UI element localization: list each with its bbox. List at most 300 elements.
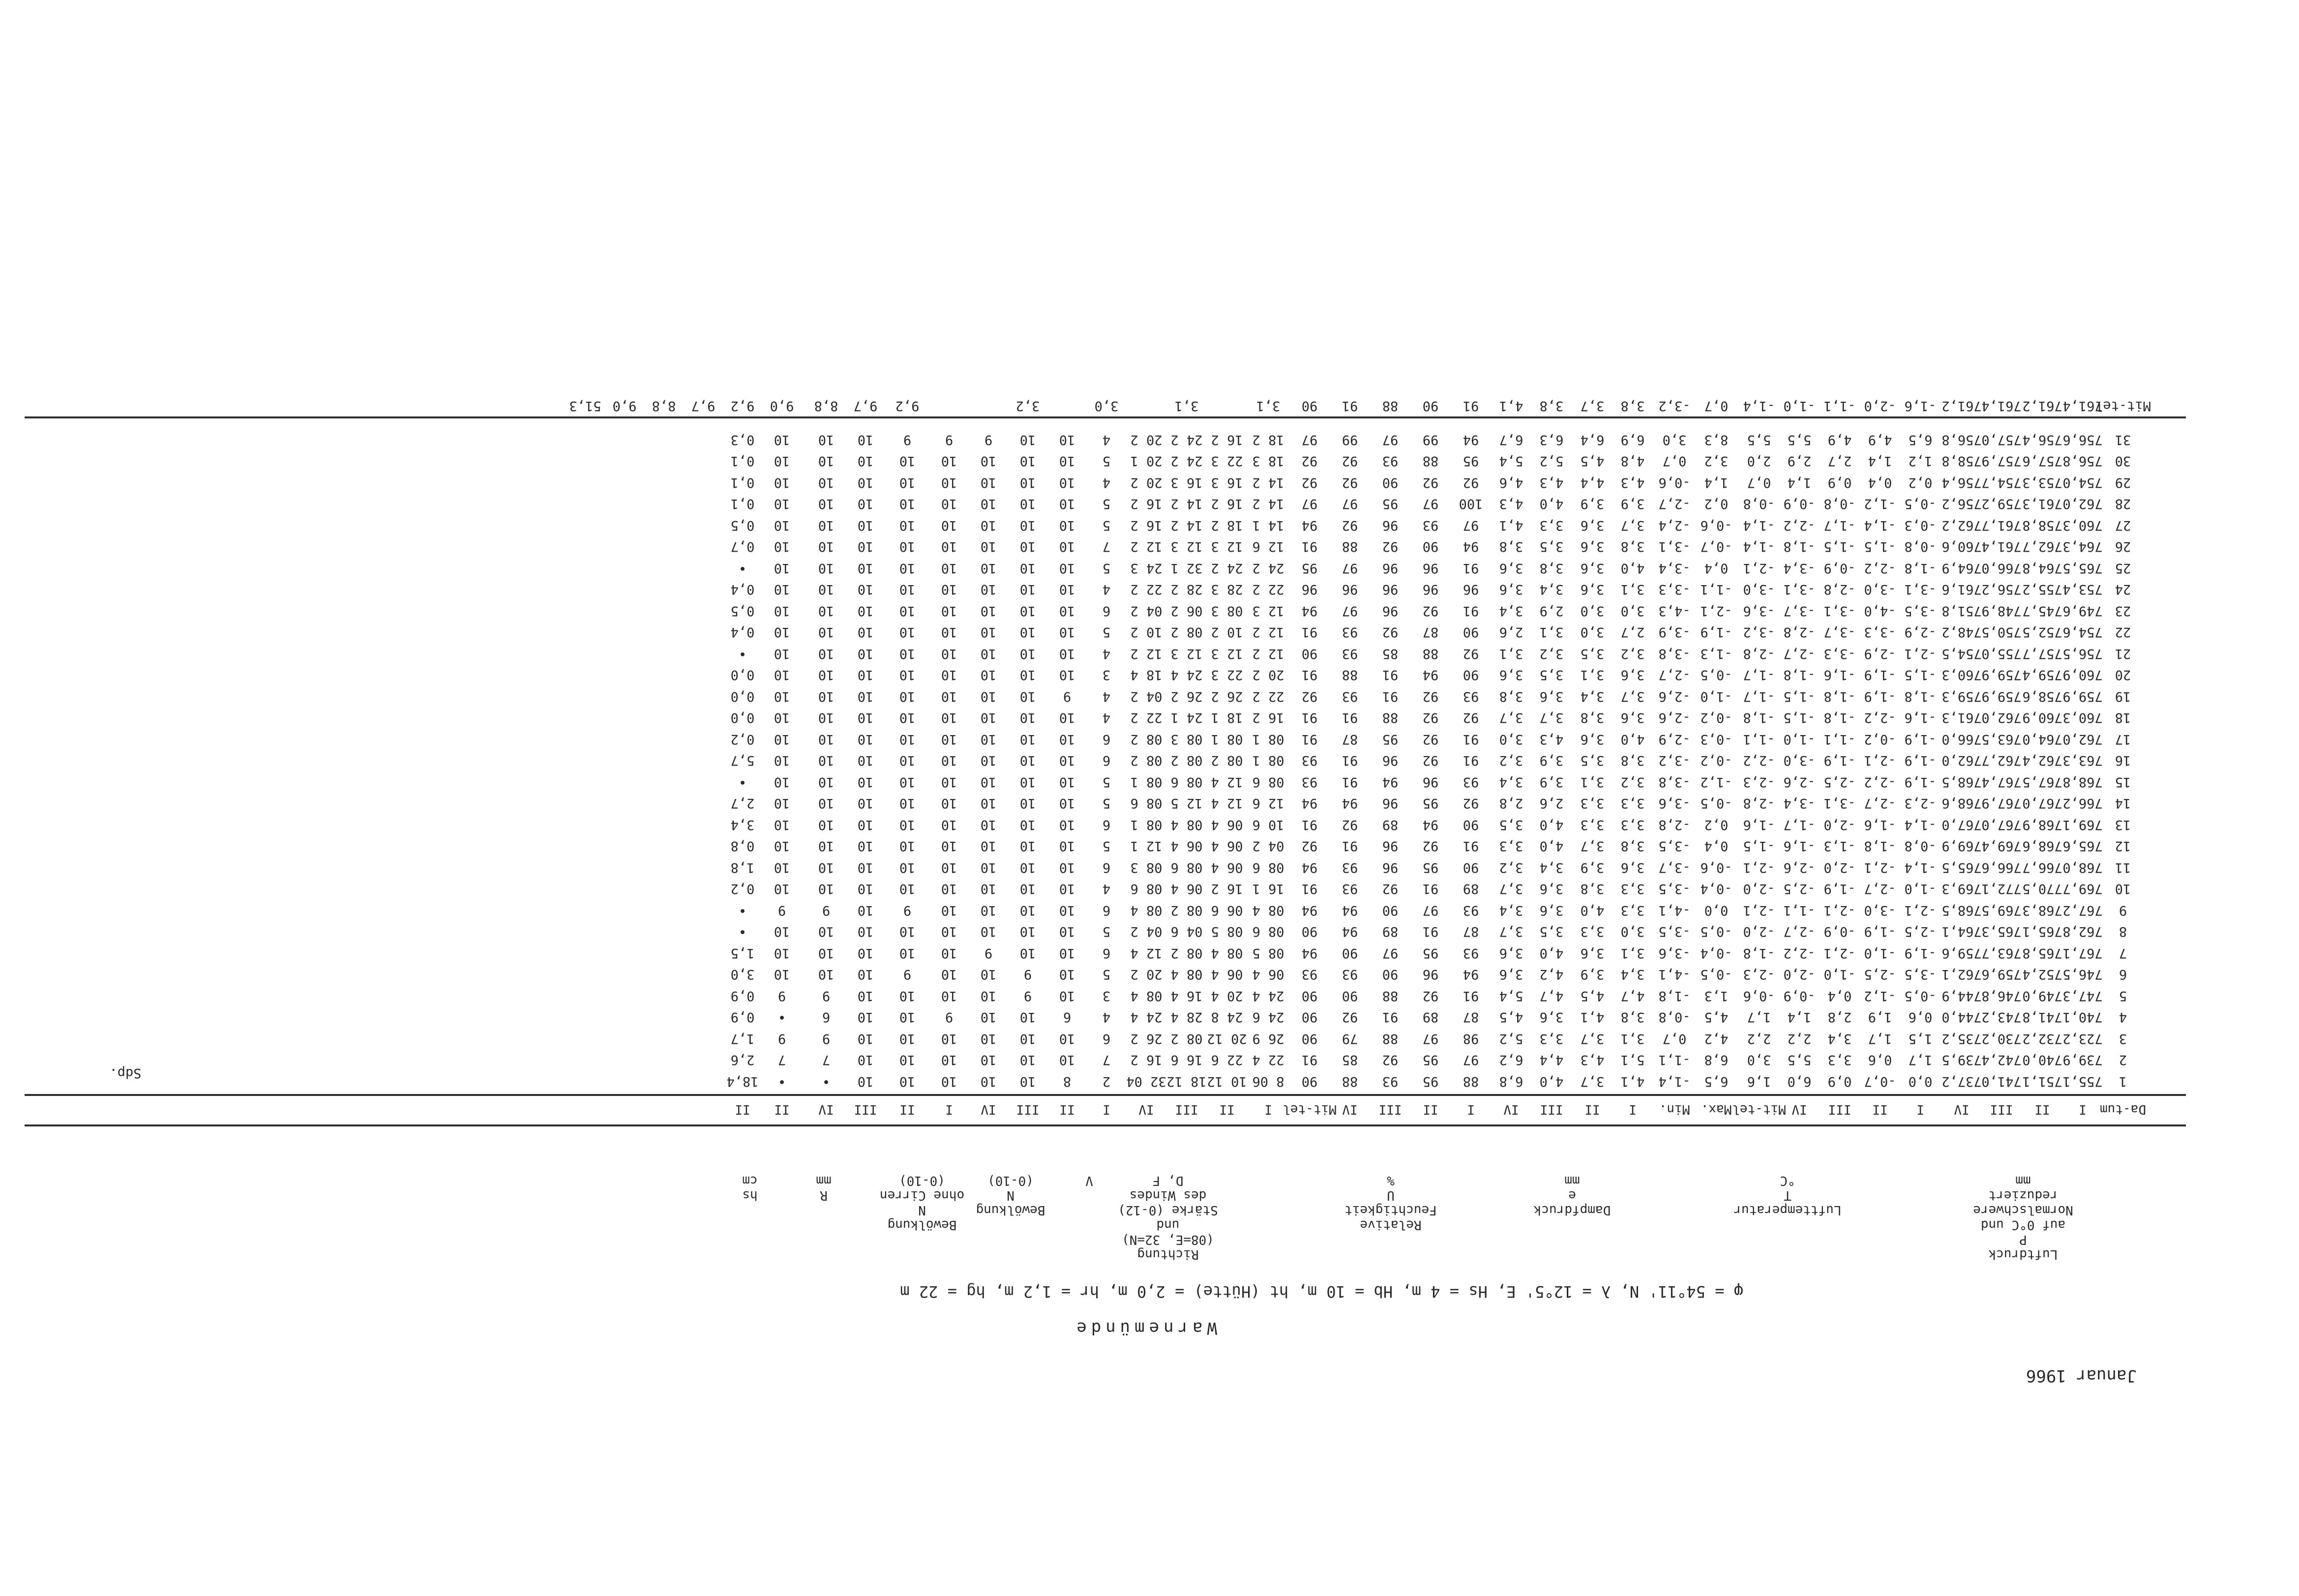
table-cell: 08 2 bbox=[1130, 732, 1163, 747]
table-cell: 4,5 bbox=[1580, 453, 1605, 469]
table-cell: 744,9 bbox=[1941, 988, 1982, 1004]
table-cell: 10 bbox=[857, 603, 874, 619]
table-cell: 3,3 bbox=[1499, 838, 1523, 854]
table-cell: 12 3 bbox=[1170, 539, 1203, 555]
table-cell: -1,5 bbox=[1864, 539, 1896, 555]
footer-value: -1,6 bbox=[1904, 398, 1937, 414]
table-cell: 92 bbox=[1342, 518, 1358, 533]
table-cell: 3,7 bbox=[1580, 1031, 1605, 1046]
table-cell: • bbox=[822, 1074, 831, 1089]
footer-value: 88 bbox=[1382, 398, 1399, 414]
table-cell: 20 2 bbox=[1252, 667, 1284, 683]
table-cell: -1,5 bbox=[1783, 710, 1816, 726]
table-cell: 10 bbox=[774, 475, 790, 490]
table-cell: 87 bbox=[1342, 732, 1358, 747]
table-cell: 0,7 bbox=[1662, 453, 1687, 469]
table-cell: 12 2 bbox=[1252, 646, 1284, 661]
column-header: II bbox=[774, 1102, 790, 1117]
footer-value: 761,4 bbox=[2062, 398, 2103, 414]
table-cell: 16 3 bbox=[1170, 475, 1203, 490]
table-cell: 06 4 bbox=[1211, 967, 1243, 982]
table-cell: 767,2 bbox=[2062, 903, 2103, 918]
table-cell: 90 bbox=[1301, 924, 1318, 940]
table-cell: -0,5 bbox=[1700, 796, 1732, 811]
table-cell: -1,9 bbox=[1823, 753, 1856, 768]
table-cell: 757,0 bbox=[1981, 432, 2022, 447]
table-cell: -2,1 bbox=[1700, 603, 1732, 619]
table-cell: 9 bbox=[945, 1009, 954, 1025]
header-rule-bottom bbox=[25, 1094, 2186, 1096]
table-cell: 08 2 bbox=[1170, 946, 1203, 961]
table-cell: 4,7 bbox=[1620, 988, 1645, 1004]
table-cell: -1,8 bbox=[1743, 946, 1775, 961]
table-cell: 92 bbox=[1422, 753, 1439, 768]
table-cell: 10 bbox=[857, 753, 874, 768]
table-cell: 10 6 bbox=[1252, 817, 1284, 832]
table-cell: 10 bbox=[941, 1031, 957, 1046]
table-cell: 04 2 bbox=[1130, 689, 1163, 704]
table-cell: -1,9 bbox=[1904, 753, 1937, 768]
table-cell: 3,0 bbox=[1499, 732, 1523, 747]
table-cell: 10 bbox=[857, 496, 874, 512]
table-cell: 04 2 bbox=[1130, 924, 1163, 940]
table-cell: 10 bbox=[818, 582, 835, 597]
footer-value: 51,3 bbox=[569, 398, 601, 414]
table-cell: 97 bbox=[1301, 432, 1318, 447]
table-cell: 10 bbox=[774, 689, 790, 704]
table-cell: 748,2 bbox=[1941, 624, 1982, 640]
table-cell: 5,5 bbox=[1787, 1052, 1812, 1068]
table-cell: 0,4 bbox=[1704, 561, 1729, 576]
table-cell: 2,2 bbox=[1787, 1031, 1812, 1046]
table-cell: 9 bbox=[822, 903, 831, 918]
table-cell: 06 4 bbox=[1170, 838, 1203, 854]
table-cell: 2,7 bbox=[730, 796, 755, 811]
table-cell: 10 bbox=[941, 817, 957, 832]
table-cell: 10 bbox=[1059, 924, 1075, 940]
table-cell: 32 04 bbox=[1126, 1074, 1166, 1089]
table-cell: 90 bbox=[1422, 539, 1439, 555]
table-cell: 89 bbox=[1382, 924, 1399, 940]
table-cell: 92 bbox=[1342, 475, 1358, 490]
table-cell: 5 bbox=[1102, 496, 1111, 512]
table-cell: 6 bbox=[1102, 603, 1111, 619]
row-date: 4 bbox=[2119, 1009, 2127, 1025]
table-cell: 0,4 bbox=[1827, 988, 1852, 1004]
table-cell: 10 bbox=[818, 881, 835, 897]
table-cell: 10 bbox=[899, 946, 916, 961]
table-cell: 10 bbox=[857, 624, 874, 640]
table-cell: 10 bbox=[980, 539, 997, 555]
table-cell: 10 bbox=[1019, 732, 1036, 747]
group-header-n-line: N bbox=[1007, 1188, 1015, 1203]
table-cell: 91 bbox=[1301, 710, 1318, 726]
table-cell: 10 bbox=[818, 603, 835, 619]
group-header-p-line: Luftdruck bbox=[1988, 1247, 2058, 1262]
table-cell: 10 bbox=[818, 753, 835, 768]
table-cell: 08 2 bbox=[1211, 753, 1243, 768]
table-cell: 20 2 bbox=[1130, 475, 1163, 490]
table-cell: 3,2 bbox=[1704, 453, 1729, 469]
table-cell: 10 bbox=[1019, 860, 1036, 875]
table-cell: 92 bbox=[1422, 710, 1439, 726]
table-cell: 767,5 bbox=[2022, 774, 2062, 790]
row-date: 21 bbox=[2115, 646, 2131, 661]
table-cell: 08 1 bbox=[1130, 774, 1163, 790]
table-cell: -0,6 bbox=[1700, 518, 1732, 533]
table-cell: 10 bbox=[857, 432, 874, 447]
table-cell: 10 bbox=[818, 946, 835, 961]
table-cell: 756,2 bbox=[1981, 582, 2022, 597]
table-cell: 97 bbox=[1382, 432, 1399, 447]
table-cell: 5 bbox=[1102, 453, 1111, 469]
table-cell: -2,7 bbox=[1864, 881, 1896, 897]
table-cell: -3,5 bbox=[1658, 881, 1691, 897]
table-cell: 3,6 bbox=[1499, 667, 1523, 683]
table-cell: 93 bbox=[1382, 1074, 1399, 1089]
table-cell: -1,6 bbox=[1904, 710, 1937, 726]
table-cell: 6,9 bbox=[1620, 432, 1645, 447]
table-cell: 08 3 bbox=[1211, 603, 1243, 619]
table-cell: 10 bbox=[857, 1031, 874, 1046]
row-date: 3 bbox=[2119, 1031, 2127, 1046]
group-header-u-line: Feuchtigkeit bbox=[1344, 1203, 1437, 1217]
table-cell: 3,6 bbox=[1620, 710, 1645, 726]
table-cell: -3,8 bbox=[1658, 774, 1691, 790]
table-cell: 96 bbox=[1382, 753, 1399, 768]
footer-label: Mit-tel bbox=[2095, 398, 2151, 414]
table-cell: 747,3 bbox=[2062, 988, 2103, 1004]
table-cell: 3,1 bbox=[1539, 624, 1564, 640]
table-cell: -0,9 bbox=[1783, 496, 1816, 512]
table-cell: -3,6 bbox=[1658, 946, 1691, 961]
table-cell: -2,7 bbox=[1658, 667, 1691, 683]
table-cell: 0,7 bbox=[730, 539, 755, 555]
table-cell: 752,5 bbox=[2022, 624, 2062, 640]
table-cell: 92 bbox=[1422, 838, 1439, 854]
table-cell: 5 bbox=[1102, 774, 1111, 790]
table-cell: 3,6 bbox=[1580, 539, 1605, 555]
table-cell: -2,3 bbox=[1743, 774, 1775, 790]
table-cell: 10 bbox=[899, 496, 916, 512]
table-cell: 94 bbox=[1301, 603, 1318, 619]
table-cell: 754,6 bbox=[2062, 624, 2103, 640]
table-cell: 96 bbox=[1382, 582, 1399, 597]
table-cell: 3,3 bbox=[1620, 817, 1645, 832]
table-cell: 20 2 bbox=[1130, 432, 1163, 447]
table-cell: 3,4 bbox=[1620, 967, 1645, 982]
table-cell: 08 4 bbox=[1130, 988, 1163, 1004]
table-cell: 06 6 bbox=[1211, 903, 1243, 918]
table-cell: 91 bbox=[1342, 753, 1358, 768]
table-cell: -2,1 bbox=[1743, 561, 1775, 576]
table-cell: 10 bbox=[941, 496, 957, 512]
table-cell: 3,4 bbox=[1499, 603, 1523, 619]
table-cell: 92 bbox=[1342, 1009, 1358, 1025]
table-cell: 91 bbox=[1301, 1052, 1318, 1068]
footer-value: 3,8 bbox=[1620, 398, 1645, 414]
table-cell: 10 bbox=[980, 967, 997, 982]
table-cell: 10 bbox=[1059, 710, 1075, 726]
table-cell: -3,1 bbox=[1904, 582, 1937, 597]
row-date: 30 bbox=[2115, 453, 2131, 469]
table-cell: -2,8 bbox=[1783, 624, 1816, 640]
table-cell: 757,6 bbox=[2022, 453, 2062, 469]
table-cell: 10 bbox=[941, 903, 957, 918]
table-cell: 10 bbox=[1019, 624, 1036, 640]
table-cell: 90 bbox=[1342, 988, 1358, 1004]
table-cell: -2,6 bbox=[1783, 774, 1816, 790]
table-cell: -2,9 bbox=[1864, 646, 1896, 661]
column-header: I bbox=[1264, 1102, 1272, 1117]
table-cell: 10 bbox=[1059, 496, 1075, 512]
table-cell: 10 bbox=[941, 796, 957, 811]
footer-value: 90 bbox=[1301, 398, 1318, 414]
table-cell: 6,5 bbox=[1908, 432, 1933, 447]
table-cell: 3,2 bbox=[1620, 646, 1645, 661]
table-cell: 04 2 bbox=[1252, 838, 1284, 854]
table-cell: 10 bbox=[857, 732, 874, 747]
table-cell: 0,3 bbox=[730, 432, 755, 447]
table-cell: 10 bbox=[1019, 817, 1036, 832]
table-cell: 20 1 bbox=[1130, 453, 1163, 469]
table-cell: 759,6 bbox=[1941, 946, 1982, 961]
table-cell: -2,7 bbox=[1864, 796, 1896, 811]
table-cell: 3,1 bbox=[1620, 1031, 1645, 1046]
row-date: 12 bbox=[2115, 838, 2131, 854]
table-cell: -1,9 bbox=[1864, 667, 1896, 683]
table-cell: 6,7 bbox=[1499, 432, 1523, 447]
table-cell: 96 bbox=[1382, 603, 1399, 619]
row-date: 6 bbox=[2119, 967, 2127, 982]
table-cell: 1,7 bbox=[1747, 1009, 1771, 1025]
table-cell: 2,6 bbox=[1539, 796, 1564, 811]
table-cell: 10 bbox=[818, 624, 835, 640]
table-cell: 760,3 bbox=[2062, 710, 2103, 726]
table-cell: 8,3 bbox=[1704, 432, 1729, 447]
table-cell: 1,5 bbox=[730, 946, 755, 961]
table-cell: 760,9 bbox=[2062, 667, 2103, 683]
group-header-u-line: % bbox=[1387, 1173, 1395, 1188]
table-cell: 3,8 bbox=[1499, 689, 1523, 704]
group-header-w-line: des Windes bbox=[1129, 1188, 1207, 1203]
table-cell: 5,5 bbox=[1787, 432, 1812, 447]
table-cell: 90 bbox=[1382, 903, 1399, 918]
table-cell: -0,5 bbox=[1700, 667, 1732, 683]
table-cell: 10 bbox=[1019, 453, 1036, 469]
table-cell: -2,2 bbox=[1783, 946, 1816, 961]
table-cell: 96 bbox=[1463, 582, 1479, 597]
table-cell: -2,1 bbox=[1904, 646, 1937, 661]
table-cell: 4,3 bbox=[1539, 475, 1564, 490]
table-cell: 97 bbox=[1382, 946, 1399, 961]
table-cell: -1,0 bbox=[1904, 881, 1937, 897]
table-cell: 9 bbox=[903, 432, 912, 447]
column-header: II bbox=[735, 1102, 750, 1117]
table-cell: 1,7 bbox=[1868, 1031, 1892, 1046]
table-cell: -1,1 bbox=[1783, 903, 1816, 918]
table-cell: 3,1 bbox=[1499, 646, 1523, 661]
table-cell: 24 4 bbox=[1130, 1009, 1163, 1025]
table-cell: 08 6 bbox=[1252, 860, 1284, 875]
table-cell: 94 bbox=[1301, 946, 1318, 961]
column-header: I bbox=[1629, 1102, 1637, 1117]
table-cell: 769,4 bbox=[1981, 838, 2022, 854]
table-cell: 3,3 bbox=[1580, 796, 1605, 811]
table-cell: 22 2 bbox=[1130, 582, 1163, 597]
table-cell: 94 bbox=[1301, 518, 1318, 533]
table-cell: -1,3 bbox=[1823, 838, 1856, 854]
table-cell: 92 bbox=[1301, 689, 1318, 704]
table-cell: 4,3 bbox=[1620, 475, 1645, 490]
table-cell: 5 bbox=[1102, 624, 1111, 640]
table-cell: 4,0 bbox=[1620, 561, 1645, 576]
table-cell: 10 bbox=[774, 796, 790, 811]
table-cell: 756,4 bbox=[1941, 475, 1982, 490]
table-cell: 4 bbox=[1102, 646, 1111, 661]
table-cell: 9 bbox=[777, 1031, 786, 1046]
table-cell: -1,0 bbox=[1783, 732, 1816, 747]
table-cell: 3,6 bbox=[1539, 903, 1564, 918]
table-cell: 10 bbox=[1059, 624, 1075, 640]
table-cell: -1,1 bbox=[1658, 1052, 1691, 1068]
table-cell: 88 bbox=[1382, 710, 1399, 726]
table-cell: -1,0 bbox=[1700, 689, 1732, 704]
table-cell: 90 bbox=[1301, 646, 1318, 661]
table-cell: 08 1 bbox=[1252, 732, 1284, 747]
table-cell: 10 bbox=[1059, 988, 1075, 1004]
table-cell: 1,2 bbox=[1908, 453, 1933, 469]
table-cell: 94 bbox=[1342, 796, 1358, 811]
table-cell: 94 bbox=[1342, 924, 1358, 940]
table-cell: 5 bbox=[1102, 924, 1111, 940]
column-header: I bbox=[1467, 1102, 1475, 1117]
table-cell: 18 1 bbox=[1211, 710, 1243, 726]
table-cell: 751,1 bbox=[2022, 1074, 2062, 1089]
table-cell: 91 bbox=[1463, 753, 1479, 768]
table-cell: 3,7 bbox=[1499, 881, 1523, 897]
table-cell: -1,9 bbox=[1864, 924, 1896, 940]
table-cell: -1,1 bbox=[1700, 582, 1732, 597]
table-cell: 10 bbox=[899, 881, 916, 897]
table-cell: 763,5 bbox=[1981, 732, 2022, 747]
footer-value: 90 bbox=[1422, 398, 1439, 414]
group-header-t-line: °C bbox=[1780, 1173, 1795, 1188]
table-cell: 12 6 bbox=[1252, 539, 1284, 555]
table-cell: 10 bbox=[818, 732, 835, 747]
table-cell: 10 bbox=[857, 817, 874, 832]
table-cell: 4,6 bbox=[1499, 475, 1523, 490]
table-cell: 761,6 bbox=[1941, 582, 1982, 597]
table-cell: 10 bbox=[857, 903, 874, 918]
table-cell: -2,2 bbox=[1864, 710, 1896, 726]
table-cell: 88 bbox=[1382, 1031, 1399, 1046]
table-cell: 10 bbox=[1059, 967, 1075, 982]
table-cell: 08 1 bbox=[1252, 753, 1284, 768]
row-date: 31 bbox=[2115, 432, 2131, 447]
table-cell: -1,4 bbox=[1904, 860, 1937, 875]
group-header-n-line: (0-10) bbox=[987, 1173, 1034, 1188]
table-cell: -0,6 bbox=[1658, 475, 1691, 490]
table-cell: 6 bbox=[1102, 903, 1111, 918]
table-cell: 739,9 bbox=[2062, 1052, 2103, 1068]
month-label: Januar 1966 bbox=[2026, 1366, 2137, 1386]
table-cell: -2,0 bbox=[1823, 817, 1856, 832]
row-date: 16 bbox=[2115, 753, 2131, 768]
row-date: 25 bbox=[2115, 561, 2131, 576]
table-cell: 5,2 bbox=[1539, 453, 1564, 469]
column-header: II bbox=[1059, 1102, 1075, 1117]
table-cell: 0,2 bbox=[730, 732, 755, 747]
table-cell: 6 bbox=[1102, 860, 1111, 875]
table-cell: -2,8 bbox=[1823, 582, 1856, 597]
table-cell: 10 bbox=[818, 774, 835, 790]
group-header-p-line: auf 0°C und bbox=[1980, 1217, 2066, 1232]
table-cell: 10 bbox=[1019, 774, 1036, 790]
table-cell: 10 bbox=[980, 667, 997, 683]
table-cell: 772,1 bbox=[1981, 881, 2022, 897]
table-cell: 755,1 bbox=[2062, 1074, 2103, 1089]
table-cell: 06 4 bbox=[1211, 838, 1243, 854]
table-cell: -3,5 bbox=[1658, 924, 1691, 940]
table-cell: -1,9 bbox=[1823, 881, 1856, 897]
group-header-u-line: U bbox=[1387, 1188, 1395, 1203]
table-cell: 768,3 bbox=[2022, 903, 2062, 918]
table-cell: 3,8 bbox=[1620, 1009, 1645, 1025]
table-cell: -2,0 bbox=[1743, 924, 1775, 940]
table-cell: 10 bbox=[899, 539, 916, 555]
table-cell: 94 bbox=[1301, 796, 1318, 811]
table-cell: 10 bbox=[1059, 881, 1075, 897]
table-cell: 752,4 bbox=[2022, 967, 2062, 982]
table-cell: 735,2 bbox=[1941, 1031, 1982, 1046]
table-cell: 0,9 bbox=[1827, 1074, 1852, 1089]
table-cell: -1,1 bbox=[1823, 732, 1856, 747]
table-cell: -0,2 bbox=[1700, 753, 1732, 768]
table-cell: -1,7 bbox=[1743, 689, 1775, 704]
table-cell: 91 bbox=[1342, 774, 1358, 790]
table-cell: 88 bbox=[1463, 1074, 1479, 1089]
table-cell: 769,1 bbox=[2062, 817, 2103, 832]
table-cell: 10 bbox=[899, 1074, 916, 1089]
table-cell: 7 bbox=[777, 1052, 786, 1068]
totals-label: Sdp. bbox=[109, 1065, 142, 1081]
table-cell: -1,8 bbox=[1783, 539, 1816, 555]
table-cell: 761,3 bbox=[1941, 710, 1982, 726]
table-cell: -3,2 bbox=[1658, 753, 1691, 768]
table-cell: 88 bbox=[1422, 453, 1439, 469]
table-cell: -0,8 bbox=[1823, 496, 1856, 512]
table-cell: 10 bbox=[1059, 475, 1075, 490]
table-cell: 10 bbox=[774, 539, 790, 555]
table-cell: 08 6 bbox=[1252, 924, 1284, 940]
table-cell: 96 bbox=[1382, 796, 1399, 811]
table-cell: 4,1 bbox=[1580, 1009, 1605, 1025]
table-cell: 3,6 bbox=[1499, 582, 1523, 597]
table-cell: 24 2 bbox=[1211, 561, 1243, 576]
table-cell: 10 bbox=[941, 646, 957, 661]
table-cell: 6 bbox=[1102, 1031, 1111, 1046]
table-cell: 3,1 bbox=[1620, 946, 1645, 961]
table-cell: 10 bbox=[941, 603, 957, 619]
footer-value: 3,2 bbox=[1015, 398, 1040, 414]
group-header-hs-line: cm bbox=[742, 1173, 758, 1188]
table-cell: 10 bbox=[941, 732, 957, 747]
table-cell: 2,9 bbox=[1787, 453, 1812, 469]
table-cell: 6 bbox=[1102, 946, 1111, 961]
table-cell: 4,5 bbox=[1704, 1009, 1729, 1025]
table-cell: 10 bbox=[1019, 1009, 1036, 1025]
